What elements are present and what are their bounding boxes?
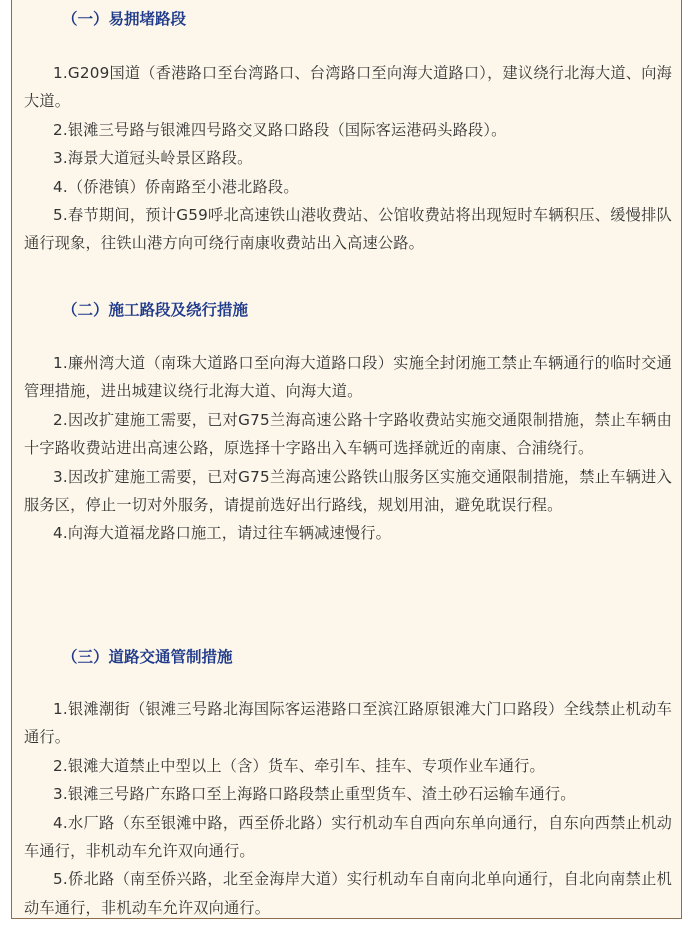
list-item: 3.银滩三号路广东路口至上海路口路段禁止重型货车、渣土砂石运输车通行。 xyxy=(53,785,576,804)
section-items xyxy=(24,695,672,919)
list-item: 1.银滩潮街（银滩三号路北海国际客运港路口至滨江路原银滩大门口路段）全线禁止机动车通行。 xyxy=(24,700,672,747)
list-item: 4.（侨港镇）侨南路至小港北路段。 xyxy=(53,177,299,196)
section-heading: （一）易拥堵路段 xyxy=(62,10,187,28)
list-item: 5.春节期间，预计G59呼北高速铁山港收费站、公馆收费站将出现短时车辆积压、缓慢排队通行现象，往铁山港方向可绕行南康收费站出入高速公路。 xyxy=(24,206,672,253)
list-item: 2.因改扩建施工需要，已对G75兰海高速公路十字路收费站实施交通限制措施，禁止车辆由十字路收费站进出高速公路，原选择十字路出入车辆可选择就近的南康、合浦绕行。 xyxy=(24,410,672,458)
section-traffic-control xyxy=(24,645,672,917)
section-congested-roads xyxy=(24,7,672,253)
list-item: 4.水厂路（东至银滩中路，西至侨北路）实行机动车自西向东单向通行，自东向西禁止机动车通行，非机动车允许双向通行。 xyxy=(24,813,672,861)
list-item: 1.廉州湾大道（南珠大道路口至向海大道路口段）实施全封闭施工禁止车辆通行的临时交通管理措施，进出城建议绕行北海大道、向海大道。 xyxy=(24,354,672,401)
list-item: 4.向海大道福龙路口施工，请过往车辆减速慢行。 xyxy=(53,524,392,543)
list-item: 3.因改扩建施工需要，已对G75兰海高速公路铁山服务区实施交通限制措施，禁止车辆进入服务区，停止一切对外服务，请提前选好出行路线，规划用油，避免耽误行程。 xyxy=(24,467,672,515)
section-construction-detours xyxy=(24,298,672,543)
notice-panel xyxy=(11,0,682,919)
section-heading: （三）道路交通管制措施 xyxy=(62,648,233,666)
list-item: 3.海景大道冠头岭景区路段。 xyxy=(53,149,253,168)
list-item: 1.G209国道（香港路口至台湾路口、台湾路口至向海大道路口），建议绕行北海大道、向海大道。 xyxy=(24,64,672,111)
list-item: 5.侨北路（南至侨兴路，北至金海岸大道）实行机动车自南向北单向通行，自北向南禁止机动车通行，非机动车允许双向通行。 xyxy=(24,870,672,917)
section-heading: （二）施工路段及绕行措施 xyxy=(62,301,249,319)
list-item: 2.银滩大道禁止中型以上（含）货车、牵引车、挂车、专项作业车通行。 xyxy=(53,756,545,775)
section-items xyxy=(24,349,672,548)
list-item: 2.银滩三号路与银滩四号路交叉路口路段（国际客运港码头路段）。 xyxy=(53,120,507,139)
section-items xyxy=(24,59,672,258)
